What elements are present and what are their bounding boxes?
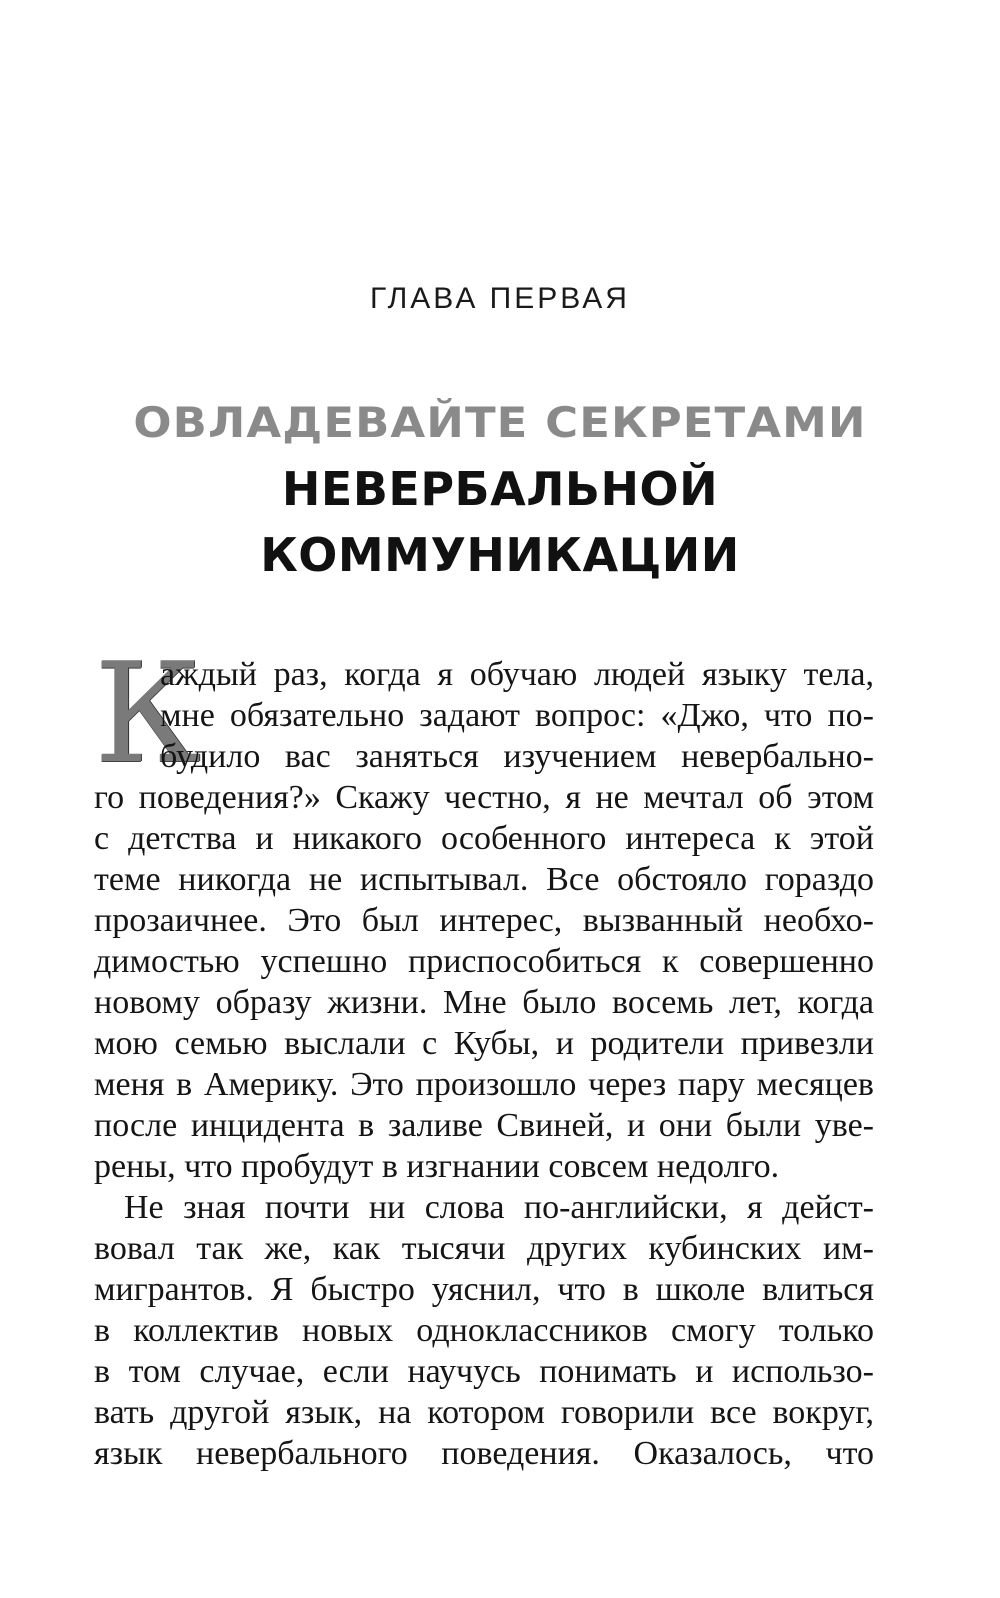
text-line: меня в Америку. Это произошло через пару месяцев xyxy=(94,1066,874,1103)
text-line: с детства и никакого особенного интереса к этой xyxy=(94,820,874,857)
text-line: мне обязательно задают вопрос: «Джо, что по- xyxy=(160,697,874,734)
text-line: рены, что пробудут в изгнании совсем недолго. xyxy=(94,1148,780,1185)
text-line: язык невербального поведения. Оказалось, что xyxy=(94,1435,874,1472)
body-text xyxy=(94,654,874,1474)
chapter-title xyxy=(0,390,1000,588)
text-line: димостью успешно приспособиться к совершенно xyxy=(94,943,874,980)
text-line: теме никогда не испытывал. Все обстояло гораздо xyxy=(94,861,874,898)
text-line: аждый раз, когда я обучаю людей языку тела, xyxy=(160,656,874,693)
text-line: в коллектив новых одноклассников смогу только xyxy=(94,1312,874,1349)
chapter-title-line-1: ОВЛАДЕВАЙТЕ СЕКРЕТАМИ xyxy=(133,398,867,447)
chapter-label: ГЛАВА ПЕРВАЯ xyxy=(370,282,630,315)
text-line: вовал так же, как тысячи других кубинских им- xyxy=(94,1230,874,1267)
chapter-title-line-2: НЕВЕРБАЛЬНОЙ xyxy=(281,462,719,516)
text-line: после инцидента в заливе Свиней, и они были уве- xyxy=(94,1107,874,1144)
text-line: Не зная почти ни слова по-английски, я дейст- xyxy=(124,1189,874,1226)
text-line: мигрантов. Я быстро уяснил, что в школе влиться xyxy=(94,1271,874,1308)
drop-cap: К xyxy=(94,633,201,794)
chapter-title-line-3: КОММУНИКАЦИИ xyxy=(260,528,740,582)
text-line: будило вас заняться изучением невербально- xyxy=(160,738,874,775)
text-line: прозаичнее. Это был интерес, вызванный необхо- xyxy=(94,902,874,939)
text-line: в том случае, если научусь понимать и использо- xyxy=(94,1353,874,1390)
text-line: го поведения?» Скажу честно, я не мечтал об этом xyxy=(94,779,874,816)
text-line: вать другой язык, на котором говорили все вокруг, xyxy=(94,1394,874,1431)
text-line: новому образу жизни. Мне было восемь лет, когда xyxy=(94,984,874,1021)
text-line: мою семью выслали с Кубы, и родители привезли xyxy=(94,1025,874,1062)
